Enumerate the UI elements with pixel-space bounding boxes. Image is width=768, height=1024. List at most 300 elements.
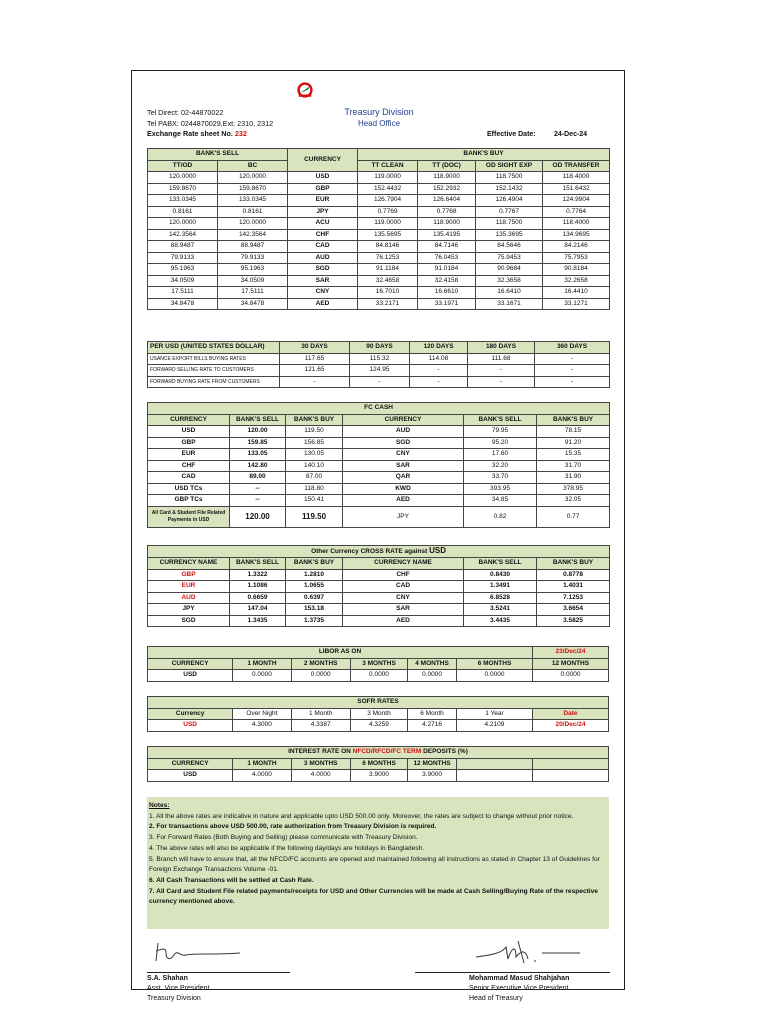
rate-row (148, 275, 610, 287)
table-cell: 2 MONTHS (291, 658, 350, 670)
table-cell: 3 Month (350, 708, 407, 720)
table-cell: 120.00 (230, 506, 286, 527)
table-cell: BANK'S SELL (230, 558, 286, 570)
table-cell: 34.8478 (148, 298, 218, 310)
table-cell: 120.0000 (218, 218, 288, 230)
table-cell: 360 DAYS (535, 342, 610, 354)
currency-header: CURRENCY (288, 149, 358, 172)
forward-rate-table (147, 341, 610, 388)
table-cell: GBP (288, 183, 358, 195)
table-cell: 1.2810 (286, 569, 343, 581)
cross-rate-table (147, 545, 610, 627)
table-cell: 147.04 (230, 604, 286, 616)
table-cell: CNY (288, 287, 358, 299)
notes-box (147, 797, 609, 929)
cross-rate-title (148, 546, 610, 558)
table-cell: 20/Dec/24 (532, 720, 608, 732)
rate-row (148, 252, 610, 264)
table-cell: CHF (288, 229, 358, 241)
table-cell: 16.7010 (358, 287, 418, 299)
table-cell: 6.8528 (464, 592, 537, 604)
table-cell: 1.3435 (230, 615, 286, 627)
table-cell: 1.4031 (537, 581, 610, 593)
treasury-division: Treasury Division (344, 107, 414, 117)
cross-title-currency: USD (429, 546, 446, 555)
table-cell: QAR (343, 472, 464, 484)
signature-line-right (415, 972, 610, 973)
table-cell: 17.5111 (218, 287, 288, 299)
cross-row (148, 592, 610, 604)
signatory-right (469, 974, 569, 1004)
table-cell: 15.35 (537, 449, 610, 461)
table-cell: 33.2171 (358, 298, 418, 310)
rate-row (148, 183, 610, 195)
table-cell: SAR (343, 604, 464, 616)
table-cell: 151.6432 (543, 183, 610, 195)
table-cell: 1.1086 (230, 581, 286, 593)
table-cell: Date (532, 708, 608, 720)
table-cell: Currency (148, 708, 233, 720)
table-cell: 0.8161 (218, 206, 288, 218)
table-cell: 4.0000 (233, 770, 291, 782)
table-cell: KWD (343, 483, 464, 495)
table-cell: 76.0453 (418, 252, 476, 264)
table-cell: 118.9000 (418, 218, 476, 230)
table-cell: 3.9000 (408, 770, 457, 782)
table-cell: 32.2658 (543, 275, 610, 287)
table-cell: 31.70 (537, 460, 610, 472)
note-item: 2. For transactions above USD 500.00, rate authorization from Treasury Division is required. (149, 823, 437, 831)
forward-row (148, 365, 610, 377)
table-cell: 118.7500 (476, 172, 543, 184)
fc-card-row (148, 506, 610, 527)
table-cell: 126.7904 (358, 195, 418, 207)
table-cell: CURRENCY (148, 758, 233, 770)
forward-row (148, 353, 610, 365)
table-cell: - (535, 376, 610, 388)
libor-row (148, 670, 609, 682)
table-cell: SAR (288, 275, 358, 287)
table-cell: 0.82 (464, 506, 537, 527)
table-cell: 124.9904 (543, 195, 610, 207)
libor-date: 23/Dec/24 (533, 647, 609, 659)
rate-row (148, 264, 610, 276)
table-cell: 119.50 (286, 426, 343, 438)
table-cell: 95.1963 (148, 264, 218, 276)
table-cell: 0.0000 (291, 670, 350, 682)
signatory-left-title: Asst. Vice President (147, 985, 210, 992)
table-cell: 1 MONTH (233, 758, 291, 770)
fc-row (148, 495, 610, 507)
table-cell: 124.95 (350, 365, 410, 377)
table-cell: 34.0509 (148, 275, 218, 287)
rate-row (148, 287, 610, 299)
interest-title (148, 747, 609, 759)
table-cell: 6 MONTHS (456, 658, 532, 670)
cross-row (148, 615, 610, 627)
table-cell: 16.6410 (476, 287, 543, 299)
sofr-header-row (148, 708, 609, 720)
cross-header-row (148, 558, 610, 570)
table-cell: USD (148, 770, 233, 782)
table-cell: 111.68 (468, 353, 535, 365)
table-cell: 33.70 (464, 472, 537, 484)
fc-cash-title: FC CASH (148, 403, 610, 415)
libor-title: LIBOR AS ON (148, 647, 533, 659)
table-cell: 32.20 (464, 460, 537, 472)
table-cell: 4 MONTHS (408, 658, 457, 670)
signature-left-icon (152, 939, 242, 967)
interest-header-row (148, 758, 609, 770)
signatory-right-dept: Head of Treasury (469, 995, 523, 1002)
table-cell: 120.0000 (218, 172, 288, 184)
rate-row (148, 195, 610, 207)
table-cell: 378.95 (537, 483, 610, 495)
table-cell: 4.3387 (291, 720, 350, 732)
table-cell: 0.7764 (543, 206, 610, 218)
table-cell: 126.6404 (418, 195, 476, 207)
table-cell: USD (148, 426, 230, 438)
table-cell: 152.1432 (476, 183, 543, 195)
table-cell: 0.0000 (408, 670, 457, 682)
table-cell: 150.41 (286, 495, 343, 507)
table-cell: BANK'S BUY (286, 558, 343, 570)
table-cell: 34.8478 (218, 298, 288, 310)
table-cell: EUR (288, 195, 358, 207)
table-cell: 16.4410 (543, 287, 610, 299)
sofr-table (147, 696, 609, 732)
interest-rate-table (147, 746, 609, 782)
table-cell: 118.4000 (543, 172, 610, 184)
table-cell: BANK'S BUY (286, 414, 343, 426)
table-cell: 16.6610 (418, 287, 476, 299)
table-cell: 152.4432 (358, 183, 418, 195)
table-cell: 17.5111 (148, 287, 218, 299)
table-cell: CNY (343, 449, 464, 461)
table-cell: JPY (343, 506, 464, 527)
table-cell: 393.95 (464, 483, 537, 495)
sofr-row (148, 720, 609, 732)
table-cell: 1 MONTH (233, 658, 291, 670)
signature-line-left (147, 972, 290, 973)
rate-sheet-number: 232 (234, 129, 247, 138)
interest-title-c: DEPOSITS (%) (421, 748, 468, 756)
table-cell: BANK'S SELL (230, 414, 286, 426)
exchange-rate-table (147, 148, 610, 310)
table-cell: 133.0345 (218, 195, 288, 207)
table-cell: 119.0000 (358, 218, 418, 230)
signatory-left-dept: Treasury Division (147, 995, 201, 1002)
table-cell: 32.4658 (358, 275, 418, 287)
table-cell: 84.7146 (418, 241, 476, 253)
table-cell: 75.7953 (543, 252, 610, 264)
table-cell: 33.1971 (418, 298, 476, 310)
table-cell: 153.18 (286, 604, 343, 616)
table-cell: 118.4000 (543, 218, 610, 230)
signatory-right-name: Mohammad Masud Shahjahan (469, 975, 570, 982)
table-cell: USD (288, 172, 358, 184)
table-cell: 142.3564 (148, 229, 218, 241)
note-item: 1. All the above rates are indicative in nature and applicable upto USD 500.00 only. Moreover, the rates are subject to change without prior notice. (149, 812, 574, 820)
rate-row (148, 206, 610, 218)
banks-sell-header: BANK'S SELL (148, 149, 288, 161)
table-cell: 159.8670 (218, 183, 288, 195)
table-cell: - (410, 365, 468, 377)
signature-right-icon (472, 937, 582, 967)
cross-title-text: Other Currency CROSS RATE against (311, 548, 430, 555)
sofr-title: SOFR RATES (148, 697, 609, 709)
table-cell: CURRENCY NAME (148, 558, 230, 570)
table-cell: 118.9000 (418, 172, 476, 184)
table-cell: 0.77 (537, 506, 610, 527)
table-cell: 1 Month (291, 708, 350, 720)
effective-date-label: Effective Date: (487, 131, 536, 138)
table-cell: 0.7769 (358, 206, 418, 218)
table-cell: USD TCs (148, 483, 230, 495)
rate-sheet-label: Exchange Rate sheet No. (147, 129, 235, 138)
empty-cell (456, 758, 532, 770)
table-cell: All Card & Student File Related Payments in USD (148, 506, 230, 527)
table-cell: 140.10 (286, 460, 343, 472)
table-cell: AED (288, 298, 358, 310)
table-cell: 159.8670 (148, 183, 218, 195)
table-cell: 88.9487 (148, 241, 218, 253)
table-cell: GBP (148, 569, 230, 581)
table-cell: 0.0000 (233, 670, 291, 682)
table-cell: 3 MONTHS (350, 658, 407, 670)
table-cell: -- (230, 495, 286, 507)
table-cell: 78.15 (537, 426, 610, 438)
table-cell: 0.7767 (476, 206, 543, 218)
table-cell: 115.32 (350, 353, 410, 365)
banks-buy-header: BANK'S BUY (358, 149, 610, 161)
table-cell: 4.2716 (408, 720, 457, 732)
table-cell: EUR (148, 449, 230, 461)
table-cell: 142.3564 (218, 229, 288, 241)
interest-row (148, 770, 609, 782)
table-cell: 3.6654 (537, 604, 610, 616)
table-cell: - (535, 365, 610, 377)
table-cell: 91.0184 (418, 264, 476, 276)
table-cell: 84.2146 (543, 241, 610, 253)
table-cell: 84.5646 (476, 241, 543, 253)
table-cell: 4.3259 (350, 720, 407, 732)
table-cell: CAD (288, 241, 358, 253)
table-cell: CHF (343, 569, 464, 581)
note-item: 7. All Card and Student File related payments/receipts for USD and Other Currencies will be made at Cash Selling/Buying Rate of the respective currency mentioned above. (149, 887, 598, 906)
table-cell: 3 MONTHS (291, 758, 350, 770)
cross-row (148, 569, 610, 581)
table-cell: JPY (288, 206, 358, 218)
table-cell: 34.85 (464, 495, 537, 507)
table-cell: - (280, 376, 350, 388)
table-cell: 79.9133 (218, 252, 288, 264)
table-cell: 6 MONTHS (350, 758, 407, 770)
fc-row (148, 472, 610, 484)
table-cell: 3.5825 (537, 615, 610, 627)
table-cell: 135.5695 (358, 229, 418, 241)
table-cell: FORWARD BUYING RATE FROM CUSTOMERS (148, 376, 280, 388)
table-cell: 76.1253 (358, 252, 418, 264)
table-cell: - (410, 376, 468, 388)
table-cell: 118.7500 (476, 218, 543, 230)
table-cell: 117.65 (280, 353, 350, 365)
table-cell: 0.8161 (148, 206, 218, 218)
fc-row (148, 460, 610, 472)
cross-row (148, 581, 610, 593)
table-cell: 135.4195 (418, 229, 476, 241)
table-cell: 79.95 (464, 426, 537, 438)
table-cell: 30 DAYS (280, 342, 350, 354)
table-cell: AUD (288, 252, 358, 264)
empty-cell (532, 758, 608, 770)
note-item: 3. For Forward Rates (Both Buying and Selling) please communicate with Treasury Division. (149, 834, 418, 842)
table-cell: 180 DAYS (468, 342, 535, 354)
table-cell: 118.80 (286, 483, 343, 495)
table-cell: CHF (148, 460, 230, 472)
table-cell: 3.9000 (350, 770, 407, 782)
table-cell: SGD (288, 264, 358, 276)
table-cell: 91.20 (537, 437, 610, 449)
table-cell: 0.6397 (286, 592, 343, 604)
table-cell: 1.3735 (286, 615, 343, 627)
table-cell: 1.3322 (230, 569, 286, 581)
table-cell: CURRENCY (148, 414, 230, 426)
table-cell: USD (148, 670, 233, 682)
table-cell: 95.1963 (218, 264, 288, 276)
table-cell: JPY (148, 604, 230, 616)
rate-sheet (131, 70, 625, 1002)
table-cell: 79.9133 (148, 252, 218, 264)
fc-cash-table (147, 402, 610, 528)
table-cell: - (468, 365, 535, 377)
bank-logo-icon (296, 81, 314, 99)
table-cell: FORWARD SELLING RATE TO CUSTOMERS (148, 365, 280, 377)
fc-row (148, 426, 610, 438)
table-cell: PER USD (UNITED STATES DOLLAR) (148, 342, 280, 354)
table-cell: EUR (148, 581, 230, 593)
table-cell: 1.3491 (464, 581, 537, 593)
table-cell: AED (343, 495, 464, 507)
table-cell: GBP (148, 437, 230, 449)
libor-table (147, 646, 609, 682)
table-cell: 119.50 (286, 506, 343, 527)
table-cell: AED (343, 615, 464, 627)
table-cell: BANK'S BUY (537, 414, 610, 426)
table-cell: - (468, 376, 535, 388)
table-cell: 4.2109 (456, 720, 532, 732)
signatory-left-name: S.A. Shahan (147, 975, 188, 982)
libor-header-row (148, 658, 609, 670)
tel-direct: Tel Direct: 02-44870022 (147, 108, 224, 117)
rate-row (148, 218, 610, 230)
forward-header-row (148, 342, 610, 354)
table-cell: ACU (288, 218, 358, 230)
table-cell: 90.9684 (476, 264, 543, 276)
fc-row (148, 437, 610, 449)
table-cell: 6 Month (408, 708, 457, 720)
col-header: TT CLEAN (358, 160, 418, 172)
table-cell: 120.0000 (148, 218, 218, 230)
fc-row (148, 483, 610, 495)
table-cell: 0.8778 (537, 569, 610, 581)
table-cell: CNY (343, 592, 464, 604)
note-item: 6. All Cash Transactions will be settled at Cash Rate. (149, 876, 314, 884)
table-cell: 84.8146 (358, 241, 418, 253)
table-cell: 33.1671 (476, 298, 543, 310)
table-cell: 17.60 (464, 449, 537, 461)
table-cell: GBP TCs (148, 495, 230, 507)
table-cell: Over Night (233, 708, 291, 720)
interest-title-a: INTEREST RATE ON (288, 748, 353, 756)
table-cell: 121.65 (280, 365, 350, 377)
table-cell: CAD (343, 581, 464, 593)
table-cell: 152.2932 (418, 183, 476, 195)
table-cell: CURRENCY NAME (343, 558, 464, 570)
table-cell: 120 DAYS (410, 342, 468, 354)
table-cell: 3.5241 (464, 604, 537, 616)
table-cell: CURRENCY (148, 658, 233, 670)
table-cell: 91.1184 (358, 264, 418, 276)
table-cell: 90.8184 (543, 264, 610, 276)
rate-row (148, 229, 610, 241)
table-cell: 4.3000 (233, 720, 291, 732)
table-cell: AUD (343, 426, 464, 438)
table-cell: 32.4158 (418, 275, 476, 287)
table-cell: 90 DAYS (350, 342, 410, 354)
table-cell: 119.0000 (358, 172, 418, 184)
note-item: 4. The above rates will also be applicable if the following day/days are holidays in Bangladesh. (149, 844, 425, 852)
table-cell: 12 MONTHS (408, 758, 457, 770)
table-cell: USD (148, 720, 233, 732)
table-cell: 87.00 (286, 472, 343, 484)
table-cell: 7.1253 (537, 592, 610, 604)
table-cell: 89.00 (230, 472, 286, 484)
table-cell: 133.0345 (148, 195, 218, 207)
table-cell: 95.20 (464, 437, 537, 449)
table-cell: 142.80 (230, 460, 286, 472)
table-cell: 133.05 (230, 449, 286, 461)
division-title (132, 107, 626, 128)
notes-title: Notes: (149, 802, 170, 809)
table-cell: 0.8430 (464, 569, 537, 581)
table-cell: 0.7768 (418, 206, 476, 218)
table-cell: USANCE EXPORT BILLS BUYING RATES (148, 353, 280, 365)
note-item: 5. Branch will have to ensure that, all the NFCD/FC accounts are opened and maintained following all instructions as stated in Chapter 13 of Guidelines for Foreign Exchange Transactions Volume -01. (149, 855, 600, 874)
table-cell: - (350, 376, 410, 388)
table-cell: BANK'S SELL (464, 414, 537, 426)
table-cell: 33.1271 (543, 298, 610, 310)
table-cell: 0.0000 (350, 670, 407, 682)
col-header: OD SIGHT EXP (476, 160, 543, 172)
table-cell: SGD (148, 615, 230, 627)
signatory-left (147, 974, 210, 1004)
table-cell: 134.9695 (543, 229, 610, 241)
head-office: Head Office (357, 119, 401, 128)
table-cell: 0.0000 (456, 670, 532, 682)
table-cell: 75.9453 (476, 252, 543, 264)
table-cell: SAR (343, 460, 464, 472)
table-cell: 31.90 (537, 472, 610, 484)
col-header: BC (218, 160, 288, 172)
table-cell: 130.05 (286, 449, 343, 461)
table-cell: 0.0000 (533, 670, 609, 682)
col-header: TT/OD (148, 160, 218, 172)
tel-pabx: Tel PABX: 0244870029,Ext: 2310, 2312 (147, 118, 274, 128)
table-cell: 32.3658 (476, 275, 543, 287)
table-cell: 88.9487 (218, 241, 288, 253)
table-cell: AUD (148, 592, 230, 604)
